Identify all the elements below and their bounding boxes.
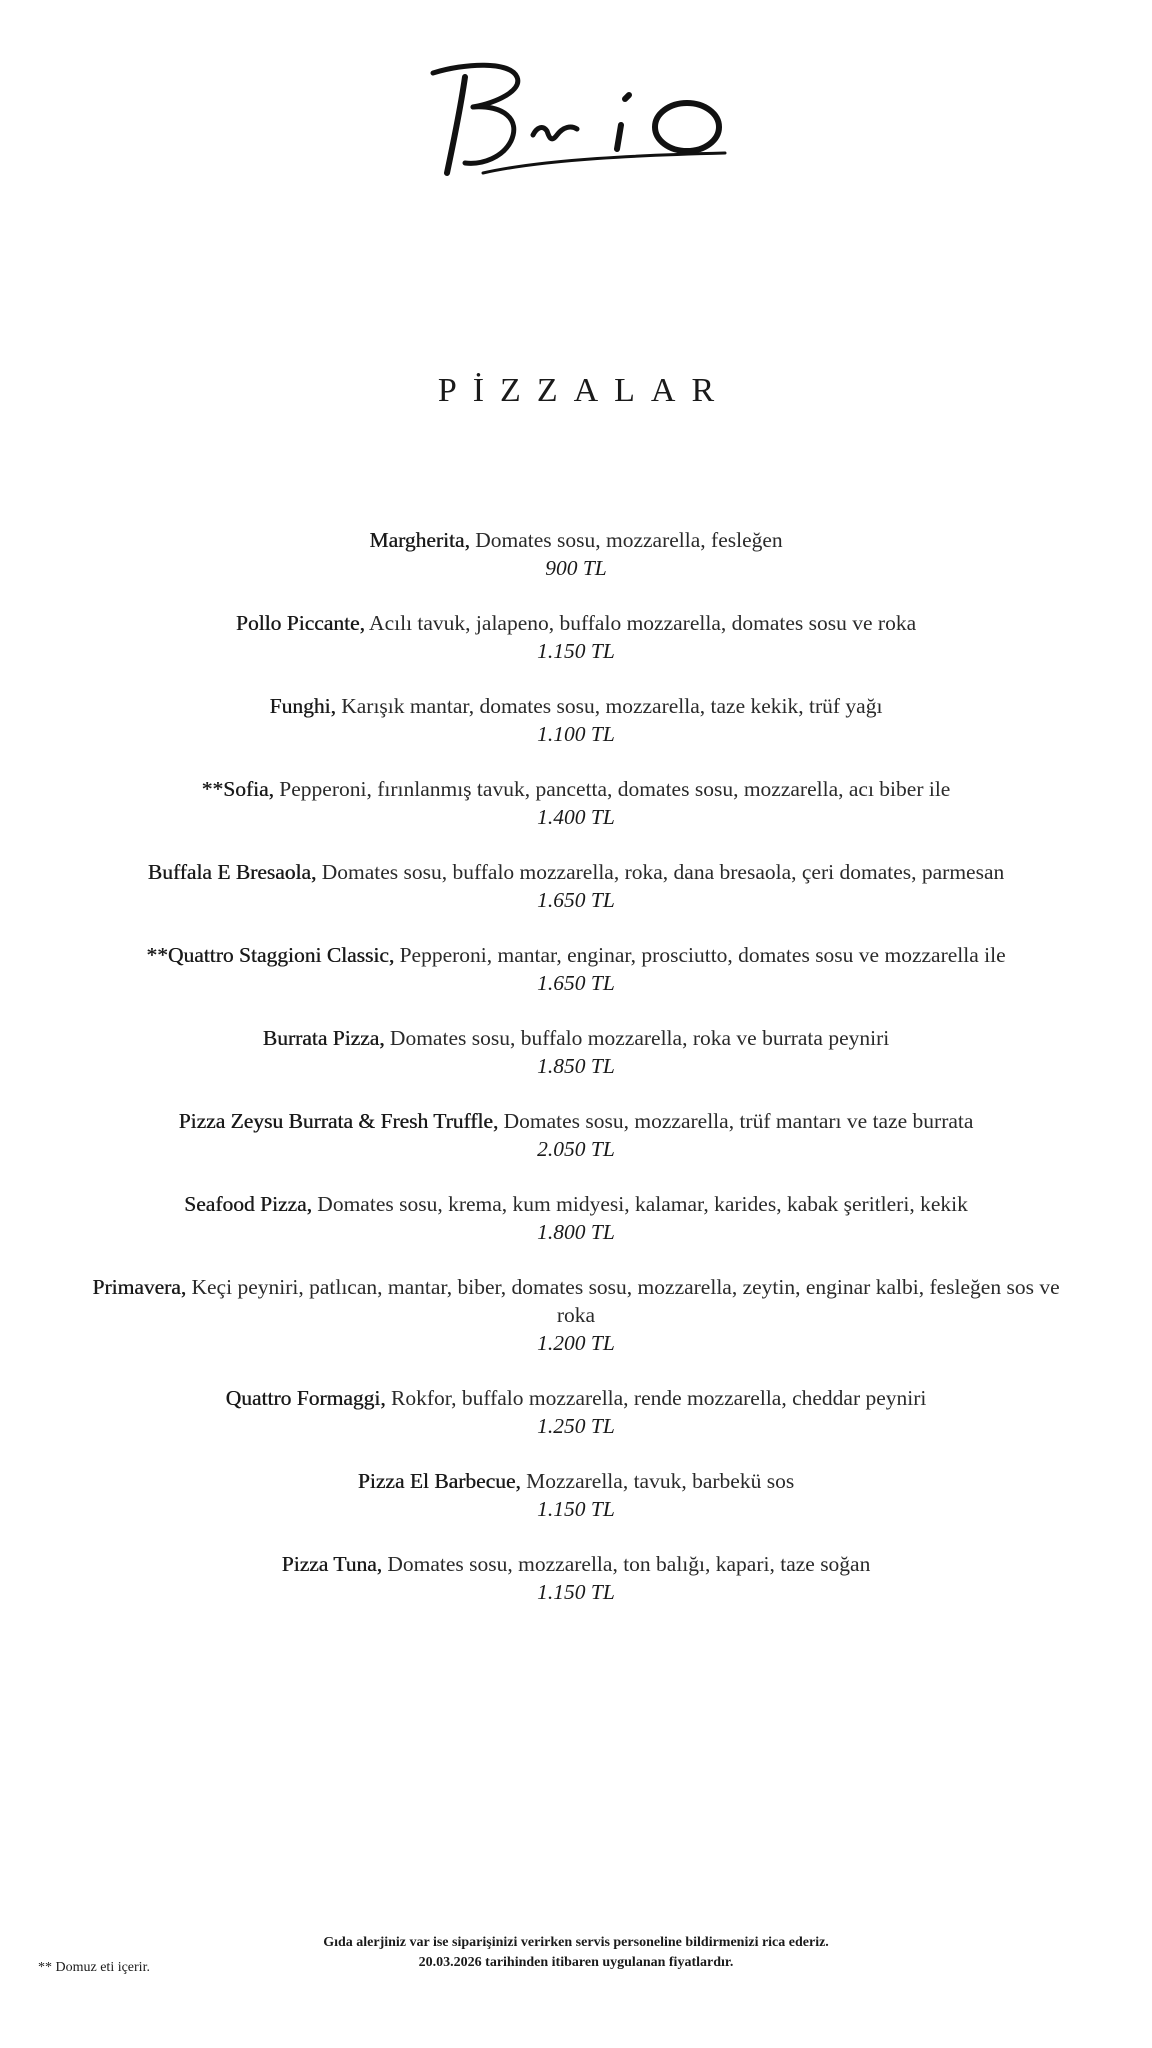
menu-item [90, 858, 1062, 914]
item-price: 1.650 TL [537, 971, 615, 995]
item-description: Domates sosu, buffalo mozzarella, roka, dana bresaola, çeri domates, parmesan [316, 860, 1005, 884]
item-price: 1.200 TL [537, 1331, 615, 1355]
item-description: Domates sosu, mozzarella, fesleğen [469, 528, 783, 552]
item-name: Burrata Pizza, [262, 1026, 385, 1050]
menu-item [90, 526, 1062, 582]
item-name: Quattro Formaggi, [225, 1386, 386, 1410]
item-description: Rokfor, buffalo mozzarella, rende mozzarella, cheddar peyniri [385, 1386, 927, 1410]
item-price: 1.150 TL [537, 1497, 615, 1521]
item-name: Pizza El Barbecue, [357, 1469, 521, 1493]
item-description: Pepperoni, fırınlanmış tavuk, pancetta, domates sosu, mozzarella, acı biber ile [273, 777, 951, 801]
item-name: Pizza Tuna, [281, 1552, 382, 1576]
item-price: 1.100 TL [537, 722, 615, 746]
menu-item [90, 1550, 1062, 1606]
item-price: 1.850 TL [537, 1054, 615, 1078]
menu-item [90, 1190, 1062, 1246]
menu-item [90, 1024, 1062, 1080]
menu-item [90, 1384, 1062, 1440]
item-description: Mozzarella, tavuk, barbekü sos [520, 1469, 795, 1493]
item-price: 2.050 TL [537, 1137, 615, 1161]
menu-item [90, 609, 1062, 665]
allergy-notice: Gıda alerjiniz var ise siparişinizi verirken servis personeline bildirmenizi rica ederiz. [323, 1935, 829, 1950]
item-price: 1.650 TL [537, 888, 615, 912]
item-description: Domates sosu, buffalo mozzarella, roka ve burrata peyniri [384, 1026, 890, 1050]
menu-item [90, 775, 1062, 831]
menu-item [90, 1467, 1062, 1523]
item-price: 900 TL [545, 556, 607, 580]
item-description: Keçi peyniri, patlıcan, mantar, biber, domates sosu, mozzarella, zeytin, enginar kalbi, fesleğen sos ve roka [186, 1275, 1060, 1327]
section-title: PİZZALAR [437, 372, 731, 409]
item-name: **Quattro Staggioni Classic, [146, 943, 395, 967]
menu-item [90, 941, 1062, 997]
item-name: Funghi, [269, 694, 336, 718]
item-name: Primavera, [92, 1275, 187, 1299]
item-name: **Sofia, [201, 777, 274, 801]
item-description: Domates sosu, mozzarella, trüf mantarı ve taze burrata [498, 1109, 974, 1133]
item-name: Margherita, [369, 528, 470, 552]
item-description: Domates sosu, krema, kum midyesi, kalamar, karides, kabak şeritleri, kekik [311, 1192, 968, 1216]
item-name: Pollo Piccante, [235, 611, 365, 635]
menu-item [90, 1273, 1062, 1357]
item-price: 1.800 TL [537, 1220, 615, 1244]
brio-logo [425, 55, 735, 190]
pork-footnote: ** Domuz eti içerir. [38, 1960, 150, 1975]
item-name: Buffala E Bresaola, [147, 860, 317, 884]
item-price: 1.150 TL [537, 639, 615, 663]
price-validity-notice: 20.03.2026 tarihinden itibaren uygulanan fiyatlardır. [418, 1955, 734, 1970]
footer-notice [0, 1933, 1152, 1973]
item-price: 1.400 TL [537, 805, 615, 829]
pizza-menu-list [90, 526, 1062, 1633]
item-price: 1.250 TL [537, 1414, 615, 1438]
item-description: Pepperoni, mantar, enginar, prosciutto, domates sosu ve mozzarella ile [394, 943, 1006, 967]
menu-item [90, 692, 1062, 748]
item-description: Karışık mantar, domates sosu, mozzarella, taze kekik, trüf yağı [335, 694, 883, 718]
item-name: Pizza Zeysu Burrata & Fresh Truffle, [178, 1109, 499, 1133]
item-description: Acılı tavuk, jalapeno, buffalo mozzarella, domates sosu ve roka [364, 611, 917, 635]
item-description: Domates sosu, mozzarella, ton balığı, kapari, taze soğan [381, 1552, 871, 1576]
item-price: 1.150 TL [537, 1580, 615, 1604]
menu-item [90, 1107, 1062, 1163]
item-name: Seafood Pizza, [184, 1192, 312, 1216]
